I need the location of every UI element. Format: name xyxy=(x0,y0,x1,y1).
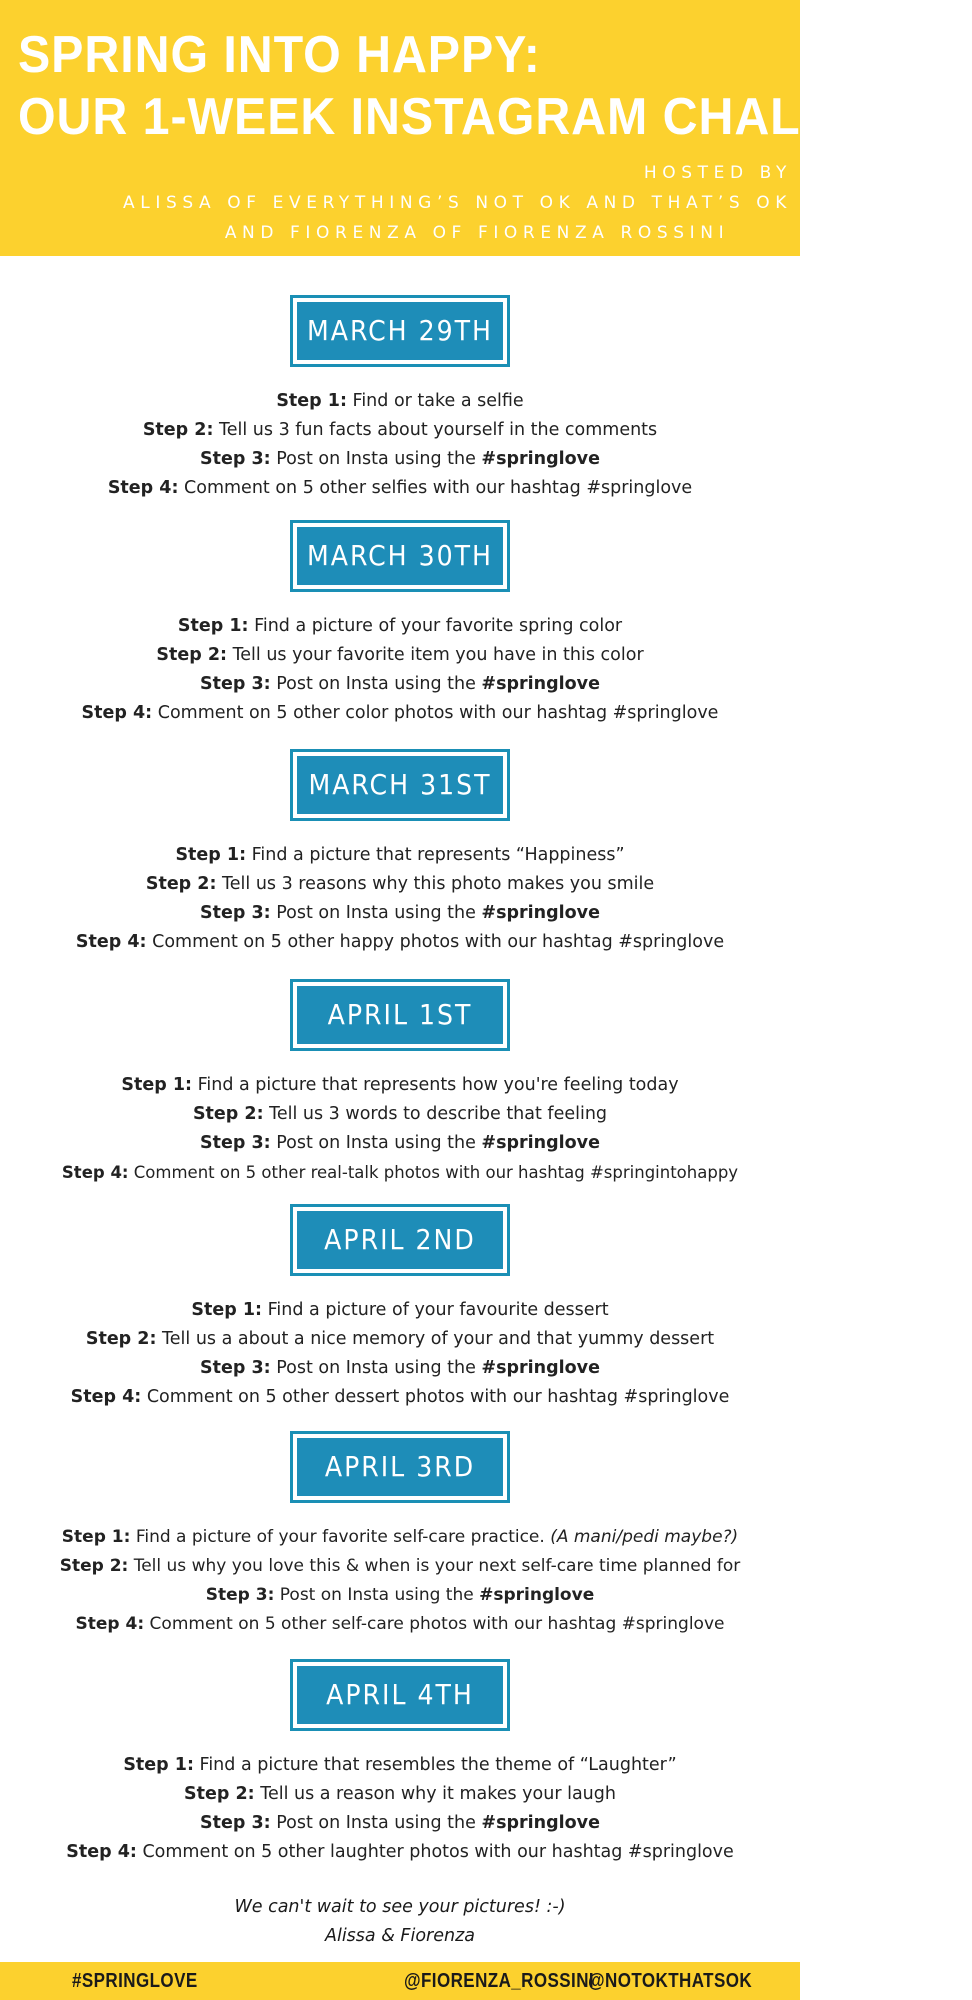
step-1: Step 1: Find a picture of your favorite spring color xyxy=(177,616,623,636)
hashtag: #springlove xyxy=(481,449,600,469)
closing-line-1: We can't wait to see your pictures! :-) xyxy=(234,1897,566,1917)
step-1: Step 1: Find a picture that represents how you're feeling today xyxy=(121,1075,679,1095)
step-3: Step 3: Post on Insta using the #springlove xyxy=(200,674,600,694)
day-section xyxy=(0,520,800,728)
hosted-line-2: ALISSA OF EVERYTHING’S NOT OK AND THAT’S OK xyxy=(123,193,792,213)
hosted-line-1: HOSTED BY xyxy=(643,163,792,183)
date-label: MARCH 29TH xyxy=(297,302,503,360)
step-2: Step 2: Tell us why you love this & when is your next self-care time planned for xyxy=(59,1556,741,1576)
hosted-by xyxy=(12,158,792,248)
step-2: Step 2: Tell us a reason why it makes your laugh xyxy=(184,1784,616,1804)
steps-list xyxy=(0,841,800,957)
step-3: Step 3: Post on Insta using the #springlove xyxy=(205,1585,595,1605)
steps-list xyxy=(0,612,800,728)
step-4: Step 4: Comment on 5 other self-care photos with our hashtag #springlove xyxy=(75,1614,725,1634)
step-2: Step 2: Tell us 3 reasons why this photo makes you smile xyxy=(145,874,655,894)
hosted-line-3: AND FIORENZA OF FIORENZA ROSSINI xyxy=(224,223,730,243)
step-3: Step 3: Post on Insta using the #springlove xyxy=(200,449,600,469)
day-section xyxy=(0,295,800,503)
day-section xyxy=(0,1204,800,1412)
steps-list xyxy=(0,1071,800,1187)
date-badge xyxy=(290,1659,510,1731)
title-line-1: SPRING INTO HAPPY: xyxy=(18,26,541,84)
date-label: MARCH 30TH xyxy=(297,527,503,585)
date-badge xyxy=(290,979,510,1051)
day-section xyxy=(0,1659,800,1867)
step-4: Step 4: Comment on 5 other real-talk photos with our hashtag #springintohappy xyxy=(61,1163,739,1182)
step-1: Step 1: Find a picture of your favourite dessert xyxy=(191,1300,609,1320)
step-3: Step 3: Post on Insta using the #springlove xyxy=(200,1813,600,1833)
step-2: Step 2: Tell us 3 fun facts about yourself in the comments xyxy=(142,420,658,440)
date-badge xyxy=(290,749,510,821)
steps-list xyxy=(0,1523,800,1639)
hashtag: #springlove xyxy=(481,674,600,694)
step-3: Step 3: Post on Insta using the #springlove xyxy=(200,1358,600,1378)
step-4: Step 4: Comment on 5 other dessert photos with our hashtag #springlove xyxy=(70,1387,730,1407)
hashtag: #springlove xyxy=(481,1133,600,1153)
step-4: Step 4: Comment on 5 other happy photos with our hashtag #springlove xyxy=(75,932,725,952)
date-badge xyxy=(290,295,510,367)
hashtag: #springlove xyxy=(481,903,600,923)
page-title xyxy=(18,24,972,148)
closing-message xyxy=(0,1893,800,1951)
day-section xyxy=(0,1431,800,1639)
step-4: Step 4: Comment on 5 other selfies with our hashtag #springlove xyxy=(107,478,693,498)
step-1: Step 1: Find a picture that represents “Happiness” xyxy=(175,845,625,865)
date-label: APRIL 2ND xyxy=(297,1211,503,1269)
steps-list xyxy=(0,387,800,503)
steps-list xyxy=(0,1296,800,1412)
steps-list xyxy=(0,1751,800,1867)
step-2: Step 2: Tell us 3 words to describe that feeling xyxy=(192,1104,608,1124)
step-1: Step 1: Find a picture of your favorite self-care practice. (A mani/pedi maybe?) xyxy=(61,1527,739,1547)
step-2: Step 2: Tell us your favorite item you have in this color xyxy=(156,645,644,665)
step-1: Step 1: Find a picture that resembles the theme of “Laughter” xyxy=(123,1755,677,1775)
hashtag: #springlove xyxy=(481,1813,600,1833)
step-3: Step 3: Post on Insta using the #springlove xyxy=(200,903,600,923)
day-section xyxy=(0,749,800,957)
step-3: Step 3: Post on Insta using the #springlove xyxy=(200,1133,600,1153)
date-badge xyxy=(290,1431,510,1503)
footer-handle-notok: @NOTOKTHATSOK xyxy=(588,1970,753,1992)
title-line-2: OUR 1-WEEK INSTAGRAM CHALLENGE xyxy=(18,88,972,146)
step-note: (A mani/pedi maybe?) xyxy=(550,1527,739,1547)
hashtag: #springlove xyxy=(479,1585,595,1605)
step-4: Step 4: Comment on 5 other color photos with our hashtag #springlove xyxy=(81,703,719,723)
date-badge xyxy=(290,520,510,592)
step-1: Step 1: Find or take a selfie xyxy=(276,391,524,411)
step-4: Step 4: Comment on 5 other laughter photos with our hashtag #springlove xyxy=(66,1842,734,1862)
date-label: APRIL 4TH xyxy=(297,1666,503,1724)
footer-hashtag: #SPRINGLOVE xyxy=(72,1970,198,1992)
hashtag: #springlove xyxy=(481,1358,600,1378)
date-label: APRIL 1ST xyxy=(297,986,503,1044)
step-2: Step 2: Tell us a about a nice memory of your and that yummy dessert xyxy=(85,1329,715,1349)
header-banner xyxy=(0,0,972,256)
day-section xyxy=(0,979,800,1187)
closing-signature: Alissa & Fiorenza xyxy=(324,1926,476,1946)
date-badge xyxy=(290,1204,510,1276)
date-label: MARCH 31ST xyxy=(297,756,503,814)
footer-banner xyxy=(0,1962,800,2000)
date-label: APRIL 3RD xyxy=(297,1438,503,1496)
footer-handle-fiorenza: @FIORENZA_ROSSINI xyxy=(404,1970,595,1992)
